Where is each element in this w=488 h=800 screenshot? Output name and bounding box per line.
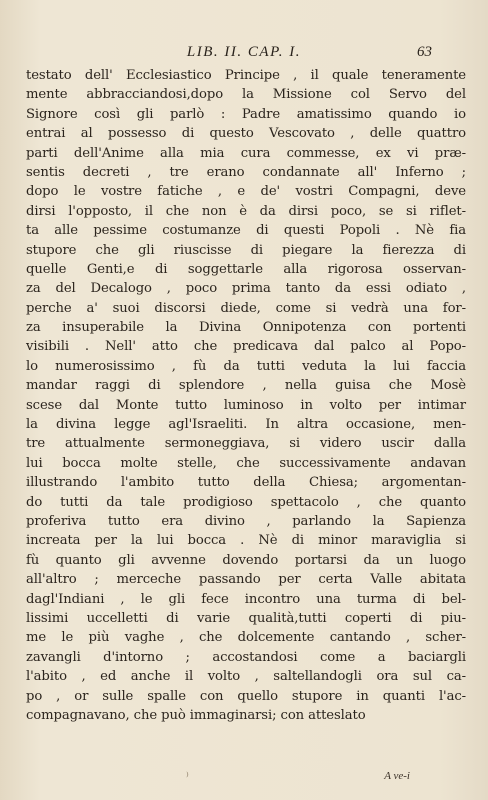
text-line: me le più vaghe , che dolcemente cantando , scher-: [26, 630, 466, 646]
text-line: compagnavano, che può immaginarsi; con atteslato: [26, 707, 366, 723]
text-line: po , or sulle spalle con quello stupore in quanti l'ac-: [26, 688, 466, 704]
text-line: testato dell' Ecclesiastico Principe , il quale teneramente: [26, 68, 466, 83]
page-header: [0, 44, 488, 66]
text-line: zavangli d'intorno ; accostandosi come a baciargli: [26, 649, 466, 665]
catchword: A ve-i: [384, 770, 410, 782]
text-line: sentis decreti , tre erano condannate all' Inferno ;: [26, 164, 466, 180]
running-title: LIB. II. CAP. I.: [186, 44, 302, 60]
text-line: increata per la lui bocca . Nè di minor maraviglia si: [26, 533, 466, 549]
body-text: [26, 66, 466, 725]
text-line: proferiva tutto era divino , parlando la Sapienza: [26, 513, 466, 529]
text-line: visibili . Nell' atto che predicava dal palco al Popo-: [26, 339, 466, 355]
text-line: parti dell'Anime alla mia cura commesse, ex vi præ-: [26, 145, 466, 161]
text-line: stupore che gli riuscisse di piegare la fierezza di: [26, 242, 466, 258]
text-line: lui bocca molte stelle, che successivamente andavan: [26, 455, 466, 471]
text-line: all'altro ; merceche passando per certa Valle abitata: [26, 572, 466, 588]
text-line: scese dal Monte tutto luminoso in volto per intimar: [26, 397, 466, 413]
text-line: dopo le vostre fatiche , e de' vostri Compagni, deve: [26, 184, 466, 200]
text-line: dagl'Indiani , le gli fece incontro una turma di bel-: [26, 591, 466, 607]
text-line: Signore così gli parlò : Padre amatissimo quando io: [26, 106, 466, 122]
text-line: perche a' suoi discorsi diede, come si vedrà una for-: [26, 300, 466, 316]
text-line: l'abito , ed anche il volto , saltellandogli ora sul ca-: [26, 669, 466, 685]
text-line: mente abbracciandosi,dopo la Missione col Servo del: [26, 87, 466, 103]
text-line: illustrando l'ambito tutto della Chiesa; argomentan-: [26, 475, 466, 491]
text-line: mandar raggi di splendore , nella guisa che Mosè: [26, 378, 466, 394]
text-line: ta alle pessime costumanze di questi Popoli . Nè fia: [26, 223, 466, 239]
text-line: entrai al possesso di questo Vescovato , delle quattro: [26, 126, 466, 142]
signature-mark: ⁾: [186, 770, 189, 783]
page-number: 63: [417, 44, 432, 60]
text-line: za insuperabile la Divina Onnipotenza con portenti: [26, 320, 466, 336]
text-line: la divina legge agl'Israeliti. In altra occasione, men-: [26, 417, 466, 433]
text-line: lissimi uccelletti di varie qualità,tutti coperti di piu-: [26, 610, 466, 626]
text-line: za del Decalogo , poco prima tanto da essi odiato ,: [26, 281, 466, 297]
text-line: do tutti da tale prodigioso spettacolo , che quanto: [26, 494, 466, 510]
text-line: fù quanto gli avvenne dovendo portarsi da un luogo: [26, 552, 466, 568]
text-line: lo numerosissimo , fù da tutti veduta la lui faccia: [26, 358, 466, 374]
text-line: tre attualmente sermoneggiava, si videro uscir dalla: [26, 436, 466, 452]
text-line: dirsi l'opposto, il che non è da dirsi poco, se si riflet-: [26, 203, 466, 219]
text-line: quelle Genti,e di soggettarle alla rigorosa osservan-: [26, 261, 466, 277]
